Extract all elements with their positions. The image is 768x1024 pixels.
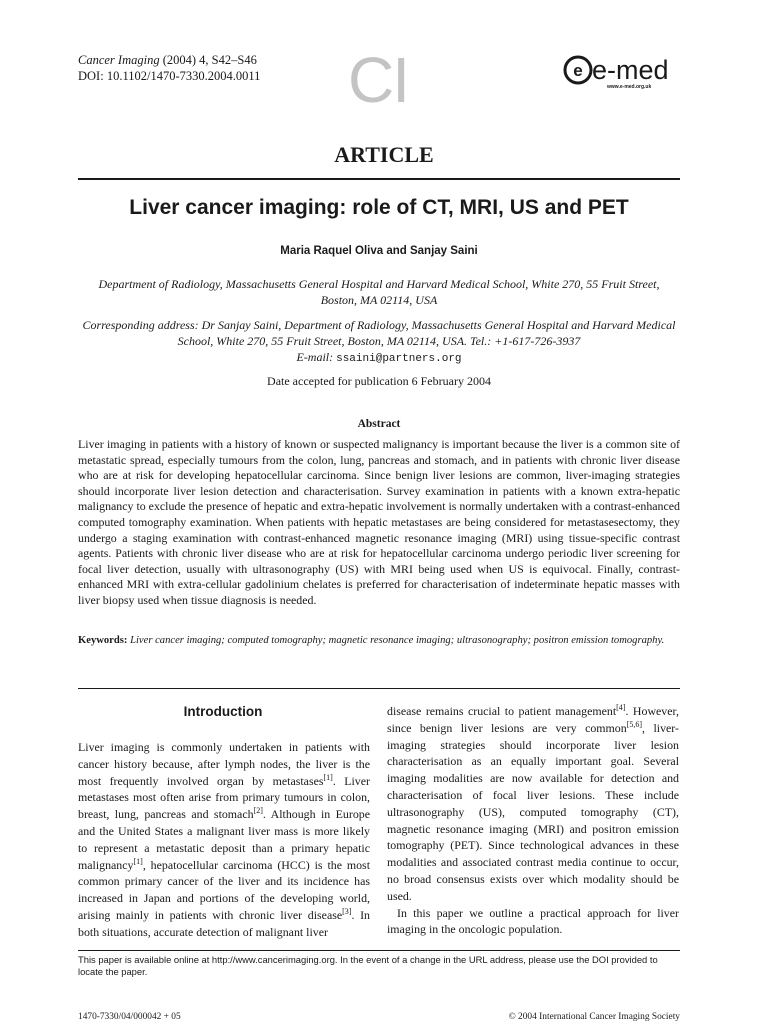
citation-ref[interactable]: [2] — [253, 806, 263, 816]
top-rule — [78, 178, 680, 180]
abstract-text: Liver imaging in patients with a history of known or suspected malignancy is important because the liver is a common site of metastatic spread, especially tumours from the colon, lung, pancreas and stomach, and in patients with chronic liver disease who are at risk for developing hepatocellular carcinoma. Since benign liver lesions are common, liver-imaging strategies should incorporate liver lesion detection and characterisation. Survey examination in patients with a known extra-hepatic malignancy to exclude the presence of hepatic and extra-hepatic involvement is normally undertaken with a contrast-enhanced computed tomography examination. When patients with hepatic metastases are being considered for metastasesectomy, they undergo a staging examination with contrast-enhanced magnetic resonance imaging (MRI) using tissue-specific contrast agents. Patients with chronic liver disease who are at risk for hepatocellular carcinoma undergo periodic liver screening for focal liver detection, usually with ultrasonography (US) with MRI being used when US is equivocal. Finally, contrast-enhanced MRI with extra-cellular gadolinium chelates is preferred for characterisation of indeterminate hepatic masses with liver biopsy used when tissue diagnosis is needed. — [78, 437, 680, 607]
intro-paragraph-1-cont: disease remains crucial to patient management[4]. However, since benign liver lesions are very common[5,6], liver-imaging strategies should incorporate liver lesion characterisation as an equally important goal. Several imaging modalities are now available for detection and characterisation of focal liver lesions. These include ultrasonography (US), computed tomography (CT), magnetic resonance imaging (MRI) and positron emission tomography (PET). Since technological advances in these modalities and associated contrast media continue to occur, no broad consensus exists over which modality should be used. — [387, 703, 679, 903]
emed-logo-text: e-med — [592, 55, 669, 85]
citation-ref[interactable]: [5,6] — [626, 719, 643, 729]
emed-logo — [562, 52, 682, 92]
article-label: ARTICLE — [334, 142, 434, 167]
issn-code: 1470-7330/04/000042 + 05 — [78, 1012, 181, 1022]
email-address[interactable]: ssaini@partners.org — [336, 353, 462, 365]
citation-ref[interactable]: [1] — [323, 772, 333, 782]
emed-url: www.e-med.org.uk — [607, 84, 652, 90]
left-column — [78, 739, 370, 941]
footnote: This paper is available online at http://www.cancerimaging.org. In the event of a change in the URL address, please use the DOI provided to locate the paper. — [78, 954, 658, 977]
doi: DOI: 10.1102/1470-7330.2004.0011 — [78, 69, 261, 83]
footnote-rule — [78, 950, 680, 951]
journal-citation — [78, 52, 260, 84]
authors: Maria Raquel Oliva and Sanjay Saini — [280, 245, 478, 257]
corresponding-address — [78, 317, 680, 367]
citation-ref[interactable]: [1] — [133, 856, 143, 866]
introduction-heading: Introduction — [183, 704, 263, 719]
keywords — [78, 633, 680, 649]
journal-volume-pages: (2004) 4, S42–S46 — [159, 53, 257, 67]
email-label: E-mail: — [296, 350, 337, 364]
svg-text:e: e — [573, 61, 583, 80]
intro-paragraph-2: In this paper we outline a practical approach for liver imaging in the oncologic population. — [387, 905, 679, 937]
ci-logo: CI — [348, 44, 408, 116]
citation-ref[interactable]: [4] — [616, 703, 626, 713]
intro-paragraph-1: Liver imaging is commonly undertaken in patients with cancer history because, after lymph nodes, the liver is the most frequently involved organ by metastases[1]. Liver metastases most often arise from primary tumours in colon, breast, lung, pancreas and stomach[2]. Although in Europe and the United States a malignant liver mass is more likely to represent a metastatic deposit than a primary hepatic malignancy[1], hepatocellular carcinoma (HCC) is the most common primary cancer of the liver and its incidence has increased in Japan and portions of the developing world, arising mainly in patients with chronic liver disease[3]. In both situations, accurate detection of malignant liver — [78, 740, 370, 939]
citation-ref[interactable]: [3] — [342, 907, 352, 916]
journal-name: Cancer Imaging — [78, 53, 160, 67]
date-accepted: Date accepted for publication 6 February 2004 — [267, 374, 491, 388]
paper-title: Liver cancer imaging: role of CT, MRI, US and PET — [129, 196, 629, 219]
keywords-text: Liver cancer imaging; computed tomography; magnetic resonance imaging; ultrasonography; positron emission tomography. — [127, 635, 665, 646]
affiliation: Department of Radiology, Massachusetts General Hospital and Harvard Medical School, White 270, 55 Fruit Street, Boston, MA 02114, USA — [98, 277, 660, 307]
corresponding-text: Corresponding address: Dr Sanjay Saini, Department of Radiology, Massachusetts General Hospital and Harvard Medical School, White 270, 55 Fruit Street, Boston, MA 02114, USA. Tel.: +1-617-726-3937 — [82, 318, 676, 348]
journal-line — [78, 52, 260, 68]
right-column — [387, 703, 679, 938]
keywords-label: Keywords: — [78, 635, 128, 646]
abstract-heading: Abstract — [357, 418, 401, 430]
copyright: © 2004 International Cancer Imaging Society — [508, 1012, 680, 1022]
section-rule — [78, 688, 680, 689]
